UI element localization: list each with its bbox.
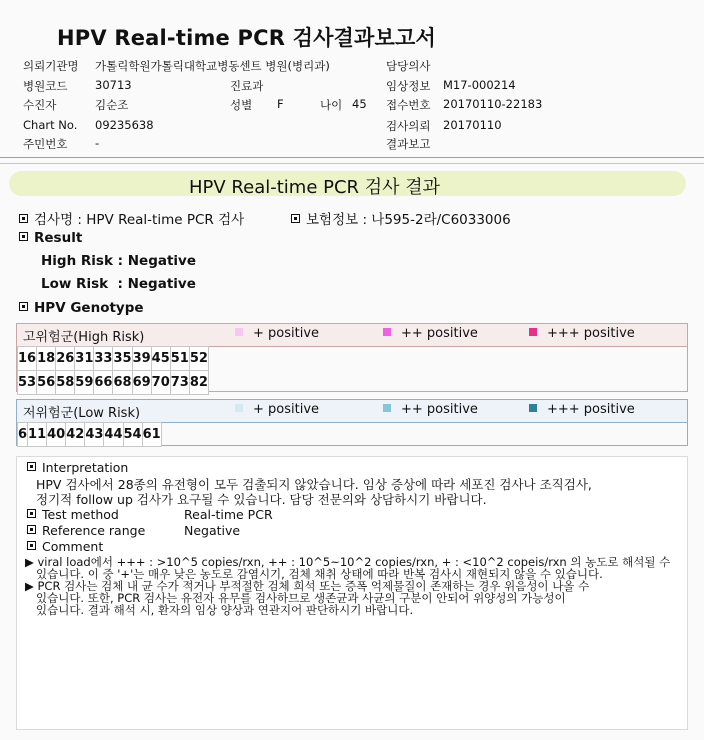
bullet-icon xyxy=(19,302,28,311)
genotype-cell: 39 xyxy=(132,347,151,371)
legend-plus xyxy=(235,326,319,341)
genotype-heading xyxy=(19,300,144,316)
genotype-cell: 68 xyxy=(113,371,132,395)
high-risk-table xyxy=(16,323,688,392)
interpretation-box xyxy=(16,456,688,730)
test-name-text: 검사명 : HPV Real-time PCR 검사 xyxy=(34,212,245,228)
genotype-cell: 82 xyxy=(189,371,208,395)
interpretation-heading xyxy=(27,460,128,475)
genotype-cell: 42 xyxy=(66,423,85,447)
sex-label: 성별 xyxy=(230,98,253,112)
insurance-text: 보험정보 : 나595-2라/C6033006 xyxy=(306,212,511,228)
request-date-label: 검사의뢰 xyxy=(386,119,431,133)
legend-plus3 xyxy=(529,402,635,417)
bullet-icon xyxy=(27,541,36,550)
comment-heading xyxy=(27,539,103,554)
comment-1b: 있습니다. 이 중 '+'는 매우 낮은 농도로 감염시기, 검체 채취 상태에 따라 반복 검사시 재현되지 않을 수 있습니다. xyxy=(36,567,603,581)
insurance-info xyxy=(291,208,511,228)
genotype-cell: 16 xyxy=(18,347,37,371)
result-heading xyxy=(19,230,82,246)
legend-swatch-icon xyxy=(383,328,391,336)
genotype-cell: 26 xyxy=(56,347,75,371)
table-row xyxy=(18,371,209,395)
genotype-cell: 69 xyxy=(132,371,151,395)
legend-plus2 xyxy=(383,326,478,341)
bullet-icon xyxy=(291,214,300,223)
clinical-info-label: 임상정보 xyxy=(386,79,431,93)
genotype-cell: 59 xyxy=(75,371,94,395)
divider-bottom xyxy=(0,163,704,164)
comment-1a: ▶ viral load에서 +++ : >10^5 copies/rxn, ++ : 10^5~10^2 copies/rxn, + : <10^2 copeis/rxn 의 농도로 해석될 수 xyxy=(25,555,671,569)
low-risk-result xyxy=(41,276,196,292)
high-risk-header xyxy=(17,324,687,347)
genotype-cell: 40 xyxy=(47,423,66,447)
legend-swatch-icon xyxy=(235,328,243,336)
legend-label: + positive xyxy=(253,402,320,417)
genotype-cell: 11 xyxy=(28,423,47,447)
divider-top xyxy=(0,157,704,158)
age-label: 나이 xyxy=(320,98,343,112)
legend-label: +++ positive xyxy=(547,326,635,341)
comment-2a: ▶ PCR 검사는 검체 내 균 수가 적거나 부적절한 검체 희석 또는 증폭 억제물질이 존재하는 경우 위음성이 나올 수 xyxy=(25,579,590,593)
legend-label: ++ positive xyxy=(401,402,478,417)
sex-value: F xyxy=(277,97,284,111)
resident-label: 주민번호 xyxy=(23,137,68,151)
bullet-icon xyxy=(19,214,28,223)
interpretation-line2: 정기적 follow up 검사가 요구될 수 있습니다. 담당 전문의와 상담하시기 바랍니다. xyxy=(36,492,487,507)
receipt-label: 접수번호 xyxy=(386,98,431,112)
genotype-cell: 35 xyxy=(113,347,132,371)
report-date-label: 결과보고 xyxy=(386,137,431,151)
legend-label: + positive xyxy=(253,326,320,341)
table-row xyxy=(18,347,209,371)
genotype-cell: 44 xyxy=(104,423,123,447)
chart-value: 09235638 xyxy=(95,118,154,132)
genotype-heading-text: HPV Genotype xyxy=(34,300,144,316)
low-risk-table xyxy=(16,399,688,446)
genotype-cell: 18 xyxy=(37,347,56,371)
high-risk-label: High Risk : xyxy=(41,253,128,269)
interpretation-heading-text: Interpretation xyxy=(42,460,129,475)
institution-value: 가톨릭학원가톨릭대학교병동센트 병원(병리과) xyxy=(95,59,330,73)
genotype-cell: 43 xyxy=(85,423,104,447)
legend-label: +++ positive xyxy=(547,402,635,417)
receipt-value: 20170110-22183 xyxy=(443,97,543,111)
test-method-label: Test method xyxy=(42,507,119,522)
genotype-cell: 54 xyxy=(123,423,142,447)
comment-heading-text: Comment xyxy=(42,539,104,554)
chart-label: Chart No. xyxy=(23,118,78,132)
genotype-cell: 6 xyxy=(18,423,28,447)
legend-label: ++ positive xyxy=(401,326,478,341)
request-date-value: 20170110 xyxy=(443,118,502,132)
institution-label: 의뢰기관명 xyxy=(23,59,79,73)
test-method-value: Real-time PCR xyxy=(184,507,273,522)
low-risk-label: Low Risk : xyxy=(41,276,128,292)
genotype-cell: 58 xyxy=(56,371,75,395)
comment-2b: 있습니다. 또한, PCR 검사는 유전자 유무를 검사하므로 생존균과 사균의 구분이 안되어 위양성의 가능성이 xyxy=(36,591,566,605)
reference-range xyxy=(27,523,145,538)
genotype-cell: 33 xyxy=(94,347,113,371)
reference-range-label: Reference range xyxy=(42,523,146,538)
genotype-cell: 31 xyxy=(75,347,94,371)
department-label: 진료과 xyxy=(230,79,264,93)
reference-range-value: Negative xyxy=(184,523,241,538)
genotype-cell: 52 xyxy=(189,347,208,371)
interpretation-line1: HPV 검사에서 28종의 유전형이 모두 검출되지 않았습니다. 임상 증상에 따라 세포진 검사나 조직검사, xyxy=(36,477,592,492)
legend-swatch-icon xyxy=(235,404,243,412)
high-risk-value: Negative xyxy=(127,253,197,269)
table-row xyxy=(18,423,162,447)
test-method xyxy=(27,507,119,522)
genotype-cell: 73 xyxy=(170,371,189,395)
bullet-icon xyxy=(19,232,28,241)
low-risk-label: 저위험군(Low Risk) xyxy=(23,406,141,421)
test-name xyxy=(19,208,244,228)
legend-plus2 xyxy=(383,402,478,417)
legend-swatch-icon xyxy=(529,328,537,336)
physician-label: 담당의사 xyxy=(386,59,431,73)
low-risk-header xyxy=(17,400,687,423)
section-title: HPV Real-time PCR 검사 결과 xyxy=(189,177,441,198)
legend-swatch-icon xyxy=(529,404,537,412)
patient-value: 김순조 xyxy=(95,98,129,112)
high-risk-label: 고위험군(High Risk) xyxy=(23,330,145,345)
bullet-icon xyxy=(27,525,36,534)
genotype-cell: 61 xyxy=(142,423,161,447)
high-risk-grid xyxy=(17,346,209,395)
genotype-cell: 51 xyxy=(170,347,189,371)
legend-plus xyxy=(235,402,319,417)
hospital-code-label: 병원코드 xyxy=(23,79,68,93)
high-risk-result xyxy=(41,253,196,269)
bullet-icon xyxy=(27,462,36,471)
report-title: HPV Real-time PCR 검사결과보고서 xyxy=(57,26,436,50)
genotype-cell: 70 xyxy=(151,371,170,395)
genotype-cell: 66 xyxy=(94,371,113,395)
comment-2c: 있습니다. 결과 해석 시, 환자의 임상 양상과 연관지어 판단하시기 바랍니다. xyxy=(36,603,414,617)
low-risk-value: Negative xyxy=(127,276,196,292)
hospital-code-value: 30713 xyxy=(95,78,132,92)
genotype-cell: 56 xyxy=(37,371,56,395)
low-risk-grid xyxy=(17,422,162,447)
genotype-cell: 53 xyxy=(18,371,37,395)
genotype-cell: 45 xyxy=(151,347,170,371)
legend-swatch-icon xyxy=(383,404,391,412)
result-heading-text: Result xyxy=(34,230,83,246)
clinical-info-value: M17-000214 xyxy=(443,78,516,92)
age-value: 45 xyxy=(352,97,367,111)
bullet-icon xyxy=(27,509,36,518)
patient-label: 수진자 xyxy=(23,98,57,112)
resident-value: - xyxy=(95,136,100,150)
legend-plus3 xyxy=(529,326,635,341)
